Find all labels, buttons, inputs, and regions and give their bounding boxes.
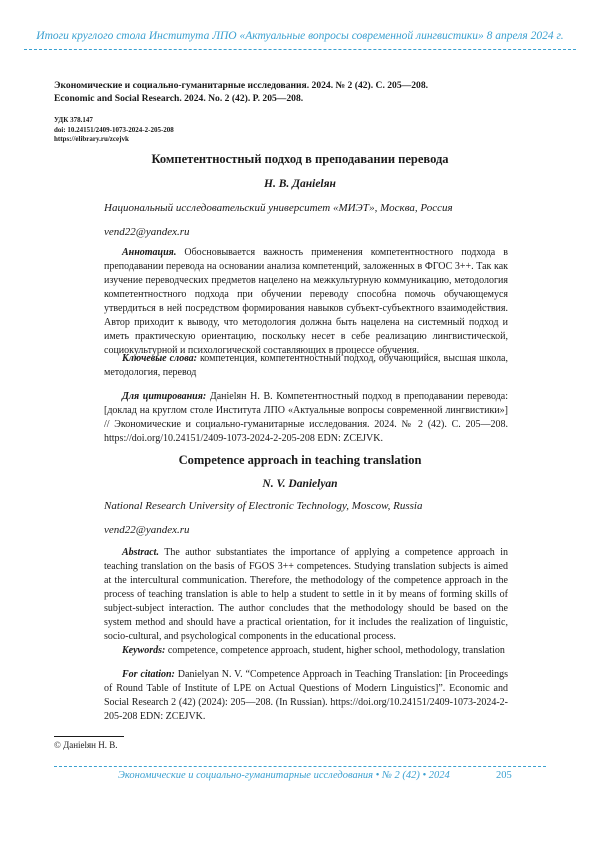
keywords-label-ru: Ключевые слова:	[122, 353, 197, 364]
footer-divider	[54, 766, 546, 767]
abstract-label-ru: Аннотация.	[122, 247, 177, 258]
keywords-label-en: Keywords:	[122, 645, 166, 656]
abstract-text-en: The author substantiates the importance of applying a competence approach in teaching translation on the basis of FGOS 3++ competences. Studying translation subjects is aimed at the intercultural communication. Therefore, the methodology of the competence approach in the process of teaching translation is able to help a student to settle in it by means of forming skills of subject-subject interaction. The author concludes that the methodology should be based on the system method and should have a practical orientation, for it includes the realization of linguistic, socio-cultural, and psychological components in the educational process.	[104, 547, 508, 642]
affiliation-ru: Национальный исследовательский университет «МИЭТ», Москва, Россия	[104, 202, 453, 214]
elibrary-link[interactable]: https://elibrary.ru/zcejvk	[54, 135, 129, 143]
keywords-ru	[104, 352, 508, 380]
citation-text-en: Danielyan N. V. “Competence Approach in Teaching Translation: [in Proceedings of Round Table of Institute of LPE on Actual Questions of Modern Linguistics]”. Economic and Social Research 2 (42) (2024): 205—208. (In Russian). https://doi.org/10.24151/2409-1073-2024-2-205-208 EDN: ZCEJVK.	[104, 669, 508, 722]
journal-reference	[54, 80, 428, 105]
author-ru: Н. В. Данielян	[264, 178, 336, 190]
abstract-ru	[104, 246, 508, 358]
citation-en	[104, 668, 508, 724]
abstract-label-en: Abstract.	[122, 547, 159, 558]
affiliation-en: National Research University of Electronic Technology, Moscow, Russia	[104, 500, 423, 512]
title-en: Competence approach in teaching translation	[178, 453, 422, 467]
abstract-text-ru: Обосновывается важность применения компетентностного подхода в преподавании перевода на основании анализа компетенций, заложенных в ФГОС 3++. Так как изучение переводческих предметов нацелено на межкультурную коммуникацию, методология компетентностного подхода при обучении переводу способна помочь обучающемуся утвердиться в ней посредством формирования навыков субъект-субъектного взаимодействия. Автор приходит к выводу, что методология должна быть нацелена на системный подход и иметь практическую ориентацию, поскольку несет в себе реализацию лингвистической, социокультурной и психологической составляющих в процессе обучения.	[104, 247, 508, 356]
citation-label-en: For citation:	[122, 669, 175, 680]
copyright-footnote: © Данielян Н. В.	[54, 740, 118, 750]
doi: doi: 10.24151/2409-1073-2024-2-205-208	[54, 125, 174, 134]
journal-en: Economic and Social Research. 2024. No. 2 (42). P. 205—208.	[54, 92, 304, 104]
journal-ru: Экономические и социально-гуманитарные исследования. 2024. № 2 (42). С. 205—208.	[54, 80, 429, 91]
footer-journal: Экономические и социально-гуманитарные исследования • № 2 (42) • 2024	[118, 770, 450, 781]
email-en[interactable]: vend22@yandex.ru	[104, 524, 190, 536]
keywords-text-ru: компетенция, компетентностный подход, обучающийся, высшая школа, методология, перевод	[104, 353, 509, 378]
header-divider	[24, 49, 576, 50]
citation-text-ru: Данielян Н. В. Компетентностный подход в преподавании перевода: [доклад на круглом столе Института ЛПО «Актуальные вопросы современной лингвистики»] // Экономические и социально-гуманитарные исследования. 2024. № 2 (42). С. 205—208. https://doi.org/10.24151/2409-1073-2024-2-205-208 EDN: ZCEJVK.	[104, 391, 508, 444]
keywords-text-en: competence, competence approach, student, higher school, methodology, translation	[167, 645, 505, 656]
udk: УДК 378.147	[54, 116, 93, 124]
abstract-en	[104, 546, 508, 644]
citation-ru	[104, 390, 508, 446]
running-header: Итоги круглого стола Института ЛПО «Актуальные вопросы современной лингвистики» 8 апреля 2024 г.	[36, 30, 564, 42]
page-number: 205	[496, 770, 512, 781]
article-meta	[54, 116, 174, 145]
email-ru[interactable]: vend22@yandex.ru	[104, 226, 190, 238]
author-en: N. V. Danielyan	[262, 478, 338, 490]
footnote-divider	[54, 736, 124, 737]
citation-label-ru: Для цитирования:	[122, 391, 207, 402]
keywords-en	[104, 644, 508, 658]
title-ru: Компетентностный подход в преподавании перевода	[151, 152, 449, 166]
